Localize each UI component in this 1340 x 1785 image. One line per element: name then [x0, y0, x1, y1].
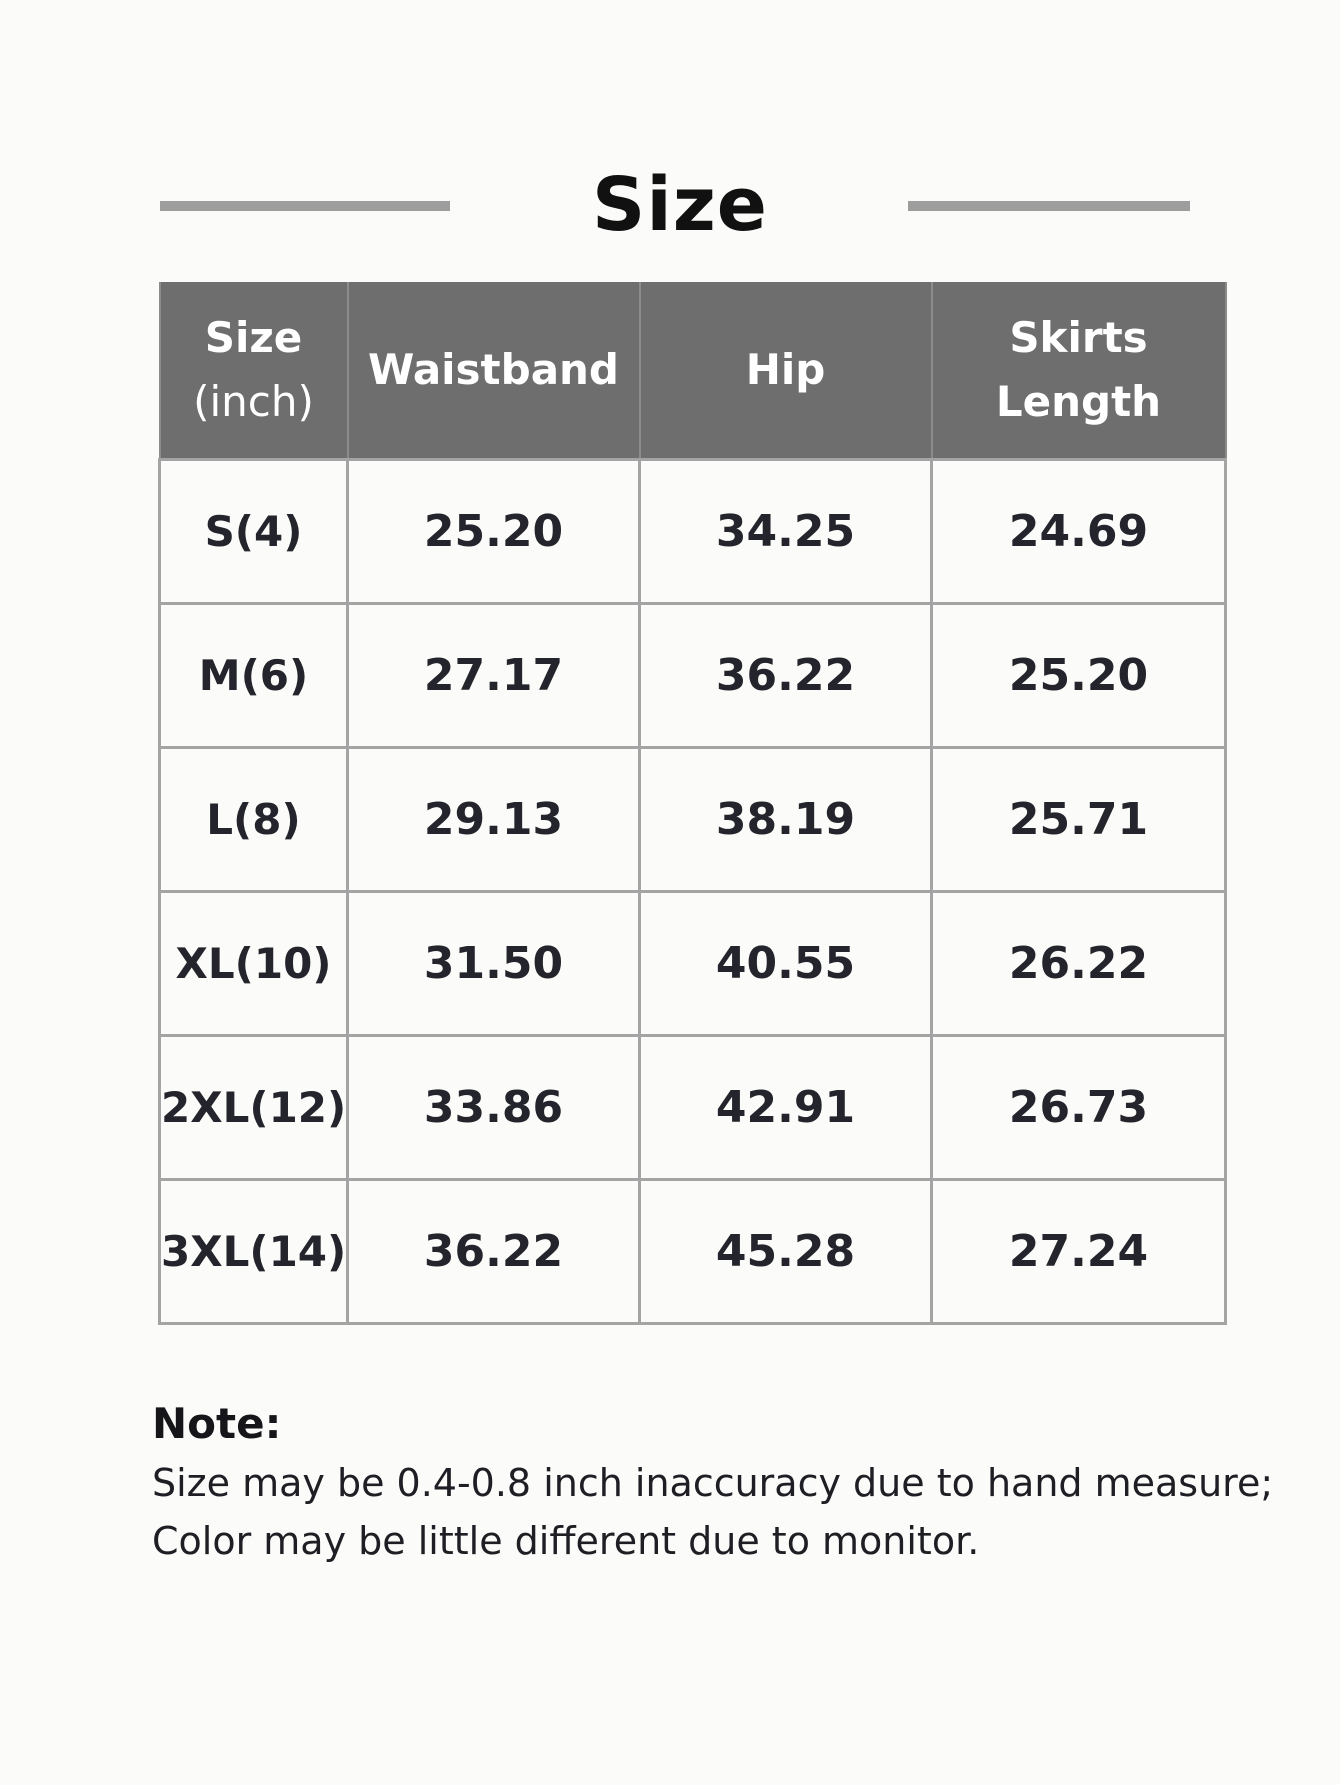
column-header-waistband [348, 282, 640, 460]
title-row [0, 150, 1340, 260]
size-cell: S(4) [160, 460, 348, 604]
size-cell: M(6) [160, 604, 348, 748]
size-chart-table [158, 282, 1227, 1325]
title-rule-right [908, 201, 1190, 211]
table-row [160, 604, 1226, 748]
length-cell: 26.73 [932, 1036, 1226, 1180]
size-cell: XL(10) [160, 892, 348, 1036]
size-cell: L(8) [160, 748, 348, 892]
hip-cell: 38.19 [640, 748, 932, 892]
column-header-label: Waistband [367, 345, 619, 394]
waistband-cell: 25.20 [348, 460, 640, 604]
note-section [152, 1394, 1272, 1570]
table-row [160, 748, 1226, 892]
note-line: Color may be little different due to monitor. [152, 1519, 980, 1563]
length-cell: 26.22 [932, 892, 1226, 1036]
column-header-size [160, 282, 348, 460]
waistband-cell: 29.13 [348, 748, 640, 892]
length-cell: 25.71 [932, 748, 1226, 892]
column-header-hip [640, 282, 932, 460]
column-header-label: Size [204, 313, 303, 362]
hip-cell: 45.28 [640, 1180, 932, 1324]
size-cell: 3XL(14) [160, 1180, 348, 1324]
note-line: Size may be 0.4-0.8 inch inaccuracy due to hand measure; [152, 1461, 1274, 1505]
hip-cell: 34.25 [640, 460, 932, 604]
table-row [160, 1180, 1226, 1324]
waistband-cell: 33.86 [348, 1036, 640, 1180]
title-rule-left [160, 201, 450, 211]
column-header-label: Length [995, 377, 1162, 426]
column-header-skirts-length [932, 282, 1226, 460]
table-row [160, 892, 1226, 1036]
hip-cell: 36.22 [640, 604, 932, 748]
length-cell: 25.20 [932, 604, 1226, 748]
column-header-label: Skirts [1009, 313, 1148, 362]
column-header-label: Hip [745, 345, 826, 394]
waistband-cell: 31.50 [348, 892, 640, 1036]
waistband-cell: 27.17 [348, 604, 640, 748]
table-row [160, 1036, 1226, 1180]
size-cell: 2XL(12) [160, 1036, 348, 1180]
hip-cell: 42.91 [640, 1036, 932, 1180]
page-title: Size [592, 162, 768, 248]
length-cell: 24.69 [932, 460, 1226, 604]
length-cell: 27.24 [932, 1180, 1226, 1324]
column-header-unit: (inch) [193, 377, 314, 426]
note-title: Note: [152, 1399, 282, 1448]
waistband-cell: 36.22 [348, 1180, 640, 1324]
hip-cell: 40.55 [640, 892, 932, 1036]
table-header-row [160, 282, 1226, 460]
table-row [160, 460, 1226, 604]
